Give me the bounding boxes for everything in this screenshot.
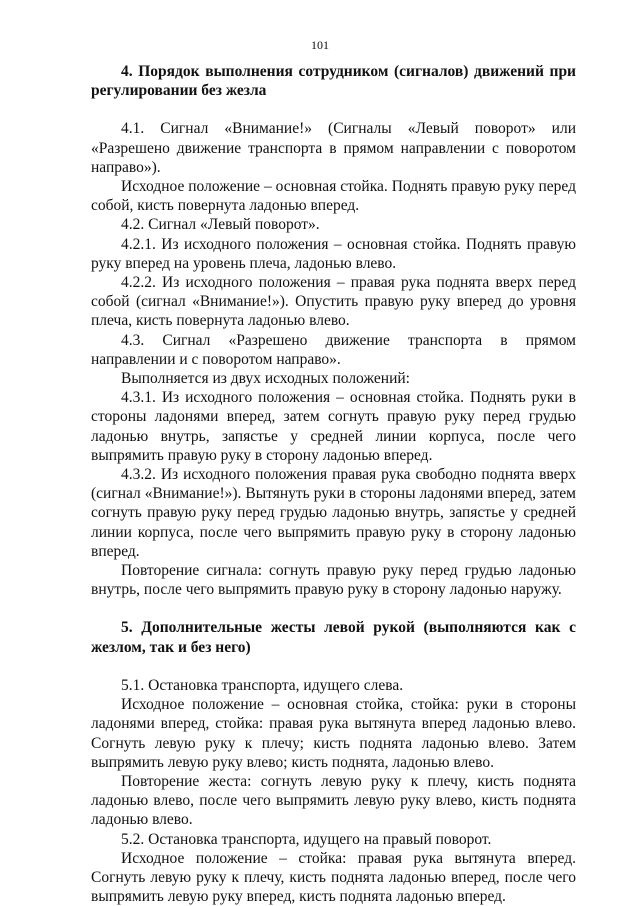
paragraph: 4.2.1. Из исходного положения – основная стойка. Поднять правую руку вперед на уровень плеча, ладонью влево. (91, 235, 576, 272)
paragraph: 4.2.2. Из исходного положения – правая рука поднята вверх перед собой (сигнал «Внимание!»). Опустить правую руку вперед до уровня плеча, кисть повернута ладонью влево. (91, 274, 576, 330)
paragraph: Повторение сигнала: согнуть правую руку перед грудью ладонью внутрь, после чего выпрямить правую руку в сторону ладонью наружу. (91, 562, 576, 599)
paragraph: 5.2. Остановка транспорта, идущего на правый поворот. (121, 830, 492, 848)
section-heading: 4. Порядок выполнения сотрудником (сигналов) движений при регулировании без жезла (91, 63, 576, 100)
paragraph: 4.2. Сигнал «Левый поворот». (121, 216, 320, 234)
paragraph: 4.3.1. Из исходного положения – основная стойка. Поднять руки в стороны ладонями вперед, затем согнуть правую руку перед грудью ладонью внутрь, запястье у средней линии корпуса, после чего выпрямить правую руку в сторону ладонью вперед. (91, 389, 576, 464)
paragraph: 4.1. Сигнал «Внимание!» (Сигналы «Левый поворот» или «Разрешено движение транспорта в прямом направлении с поворотом направо»). (91, 120, 576, 176)
paragraph: Выполняется из двух исходных положений: (121, 370, 410, 388)
paragraph: 5.1. Остановка транспорта, идущего слева. (121, 676, 404, 694)
paragraph: Исходное положение – основная стойка, стойка: руки в стороны ладонями вперед, стойка: правая рука вытянута вперед ладонью влево. Согнуть левую руку к плечу; кисть поднята ладонью влево. Затем выпрямить левую руку влево; кисть поднята, ладонью влево. (91, 696, 576, 771)
paragraph: 4.3. Сигнал «Разрешено движение транспорта в прямом направлении и с поворотом направо». (91, 331, 576, 368)
page-content (91, 62, 576, 906)
page-number: 101 (311, 38, 329, 52)
paragraph: 4.3.2. Из исходного положения правая рука свободно поднята вверх (сигнал «Внимание!»). Вытянуть руки в стороны ладонями вперед, затем согнуть правую руку перед грудью ладонью внутрь, запястье у средней линии корпуса, после чего выпрямить правую руку в сторону ладонью вперед. (91, 466, 576, 560)
paragraph: Исходное положение – основная стойка. Поднять правую руку перед собой, кисть повернута ладонью вперед. (91, 178, 576, 215)
paragraph: Исходное положение – стойка: правая рука вытянута вперед. Согнуть левую руку к плечу, кисть поднята ладонью вперед, после чего выпрямить левую руку вперед, кисть поднята ладонью вперед. (91, 849, 576, 906)
paragraph: Повторение жеста: согнуть левую руку к плечу, кисть поднята ладонью влево, после чего выпрямить левую руку влево, кисть поднята ладонью влево. (91, 772, 576, 829)
section-heading: 5. Дополнительные жесты левой рукой (выполняются как с жезлом, так и без него) (91, 619, 576, 656)
